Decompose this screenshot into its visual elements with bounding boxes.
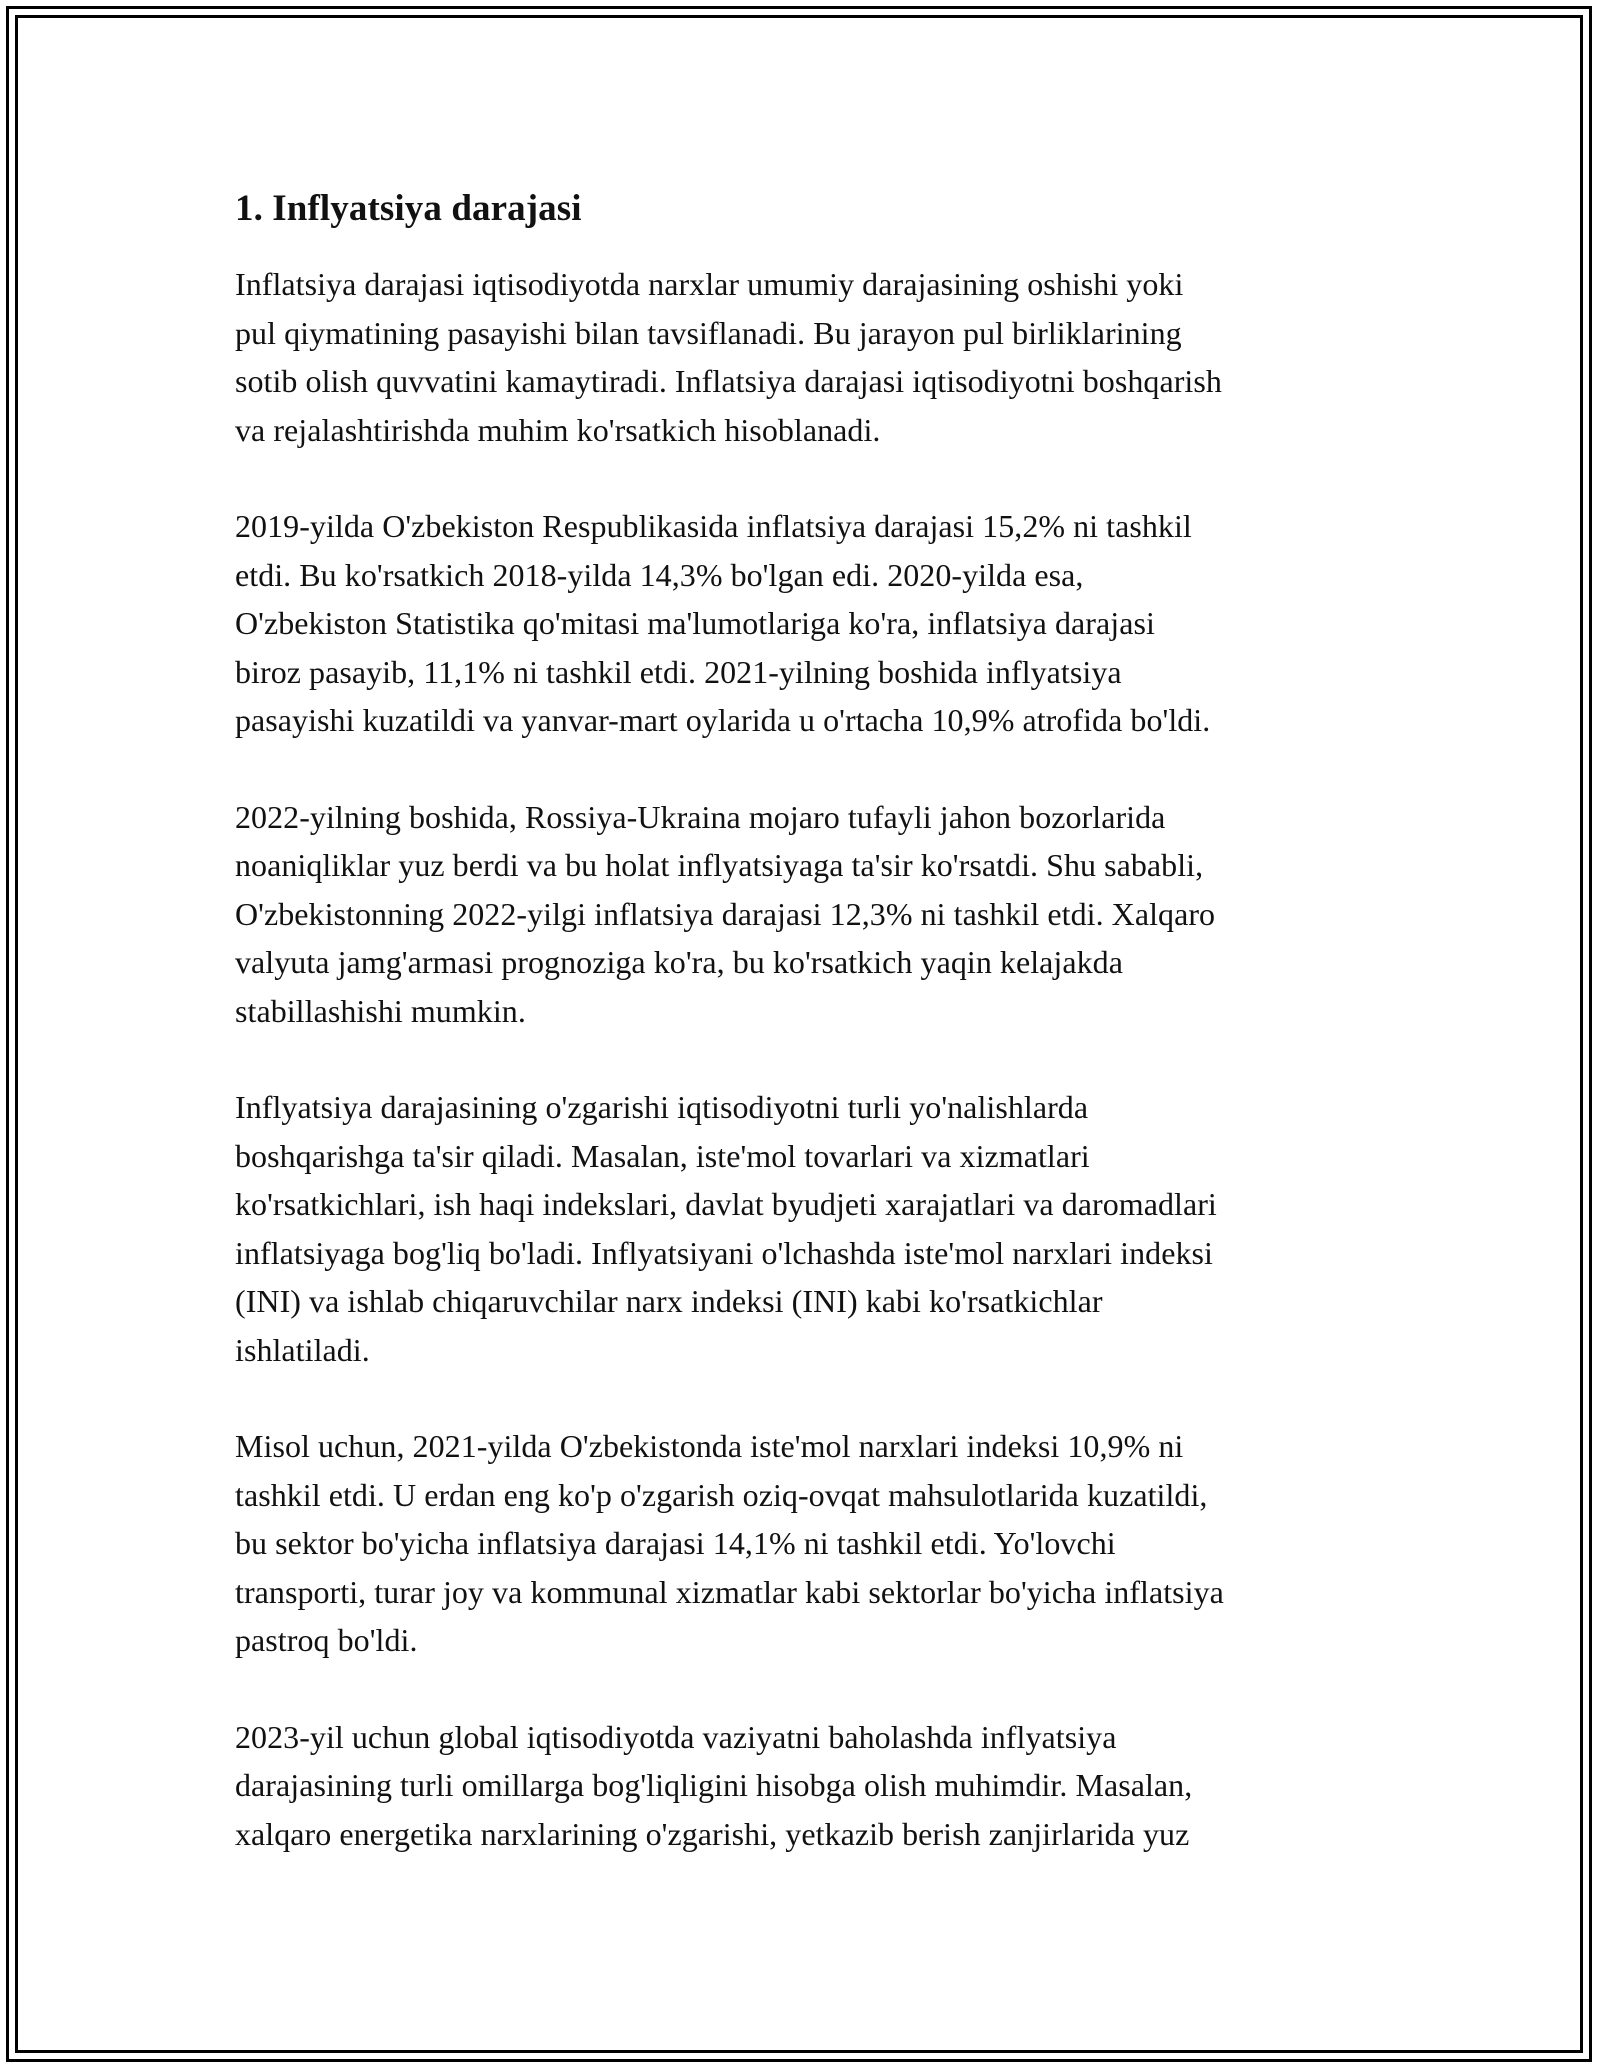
paragraph-line: stabillashishi mumkin. — [235, 992, 526, 1029]
paragraph-line: transporti, turar joy va kommunal xizmatlar kabi sektorlar bo'yicha inflatsiya — [235, 1573, 1224, 1610]
paragraph-line: Inflatsiya darajasi iqtisodiyotda narxlar umumiy darajasining oshishi yoki — [235, 266, 1184, 302]
paragraph-line: bu sektor bo'yicha inflatsiya darajasi 14,1% ni tashkil etdi. Yo'lovchi — [235, 1525, 1116, 1561]
paragraph-inflation-2018-2021 — [235, 502, 1375, 745]
paragraph-line: darajasining turli omillarga bog'liqligini hisobga olish muhimdir. Masalan, — [235, 1767, 1193, 1803]
paragraph-line: tashkil etdi. U erdan eng ko'p o'zgarish oziq-ovqat mahsulotlarida kuzatildi, — [235, 1476, 1208, 1513]
paragraph-line: (INI) va ishlab chiqaruvchilar narx indeksi (INI) kabi ko'rsatkichlar — [235, 1283, 1103, 1319]
paragraph-line: etdi. Bu ko'rsatkich 2018-yilda 14,3% bo'lgan edi. 2020-yilda esa, — [235, 556, 1084, 593]
paragraph-line: Misol uchun, 2021-yilda O'zbekistonda iste'mol narxlari indeksi 10,9% ni — [235, 1428, 1184, 1464]
paragraph-line: noaniqliklar yuz berdi va bu holat inflyatsiyaga ta'sir ko'rsatdi. Shu sababli, — [235, 847, 1204, 883]
paragraph-line: biroz pasayib, 11,1% ni tashkil etdi. 2021-yilning boshida inflyatsiya — [235, 653, 1122, 690]
paragraph-line: sotib olish quvvatini kamaytiradi. Inflatsiya darajasi iqtisodiyotni boshqarish — [235, 363, 1222, 399]
paragraph-line: pastroq bo'ldi. — [235, 1622, 418, 1658]
paragraph-inflation-impact — [235, 1083, 1375, 1374]
paragraph-inflation-2022 — [235, 793, 1375, 1036]
paragraph-line: va rejalashtirishda muhim ko'rsatkich hisoblanadi. — [235, 411, 881, 448]
paragraph-inflation-definition — [235, 260, 1375, 454]
paragraph-cpi-2021-example — [235, 1422, 1375, 1665]
paragraph-line: 2019-yilda O'zbekiston Respublikasida inflatsiya darajasi 15,2% ni tashkil — [235, 508, 1192, 544]
paragraph-line: O'zbekistonning 2022-yilgi inflatsiya darajasi 12,3% ni tashkil etdi. Xalqaro — [235, 895, 1216, 932]
paragraph-line: 2022-yilning boshida, Rossiya-Ukraina mojaro tufayli jahon bozorlarida — [235, 798, 1166, 835]
document-body — [235, 186, 1375, 1906]
paragraph-line: ko'rsatkichlari, ish haqi indekslari, davlat byudjeti xarajatlari va daromadlari — [235, 1186, 1217, 1222]
paragraph-line: inflatsiyaga bog'liq bo'ladi. Inflyatsiyani o'lchashda iste'mol narxlari indeksi — [235, 1234, 1213, 1271]
paragraph-line: pasayishi kuzatildi va yanvar-mart oylarida u o'rtacha 10,9% atrofida bo'ldi. — [235, 702, 1211, 738]
paragraph-line: valyuta jamg'armasi prognoziga ko'ra, bu ko'rsatkich yaqin kelajakda — [235, 944, 1123, 980]
paragraph-global-2023 — [235, 1713, 1375, 1859]
paragraph-line: ishlatiladi. — [235, 1331, 370, 1368]
paragraph-line: Inflyatsiya darajasining o'zgarishi iqtisodiyotni turli yo'nalishlarda — [235, 1089, 1089, 1125]
paragraph-line: 2023-yil uchun global iqtisodiyotda vaziyatni baholashda inflyatsiya — [235, 1718, 1117, 1755]
paragraph-line: pul qiymatining pasayishi bilan tavsiflanadi. Bu jarayon pul birliklarining — [235, 314, 1182, 351]
paragraph-line: O'zbekiston Statistika qo'mitasi ma'lumotlariga ko'ra, inflatsiya darajasi — [235, 605, 1155, 641]
paragraph-line: xalqaro energetika narxlarining o'zgarishi, yetkazib berish zanjirlarida yuz — [235, 1815, 1190, 1852]
paragraph-line: boshqarishga ta'sir qiladi. Masalan, iste'mol tovarlari va xizmatlari — [235, 1137, 1090, 1174]
section-heading: 1. Inflyatsiya darajasi — [235, 188, 582, 229]
